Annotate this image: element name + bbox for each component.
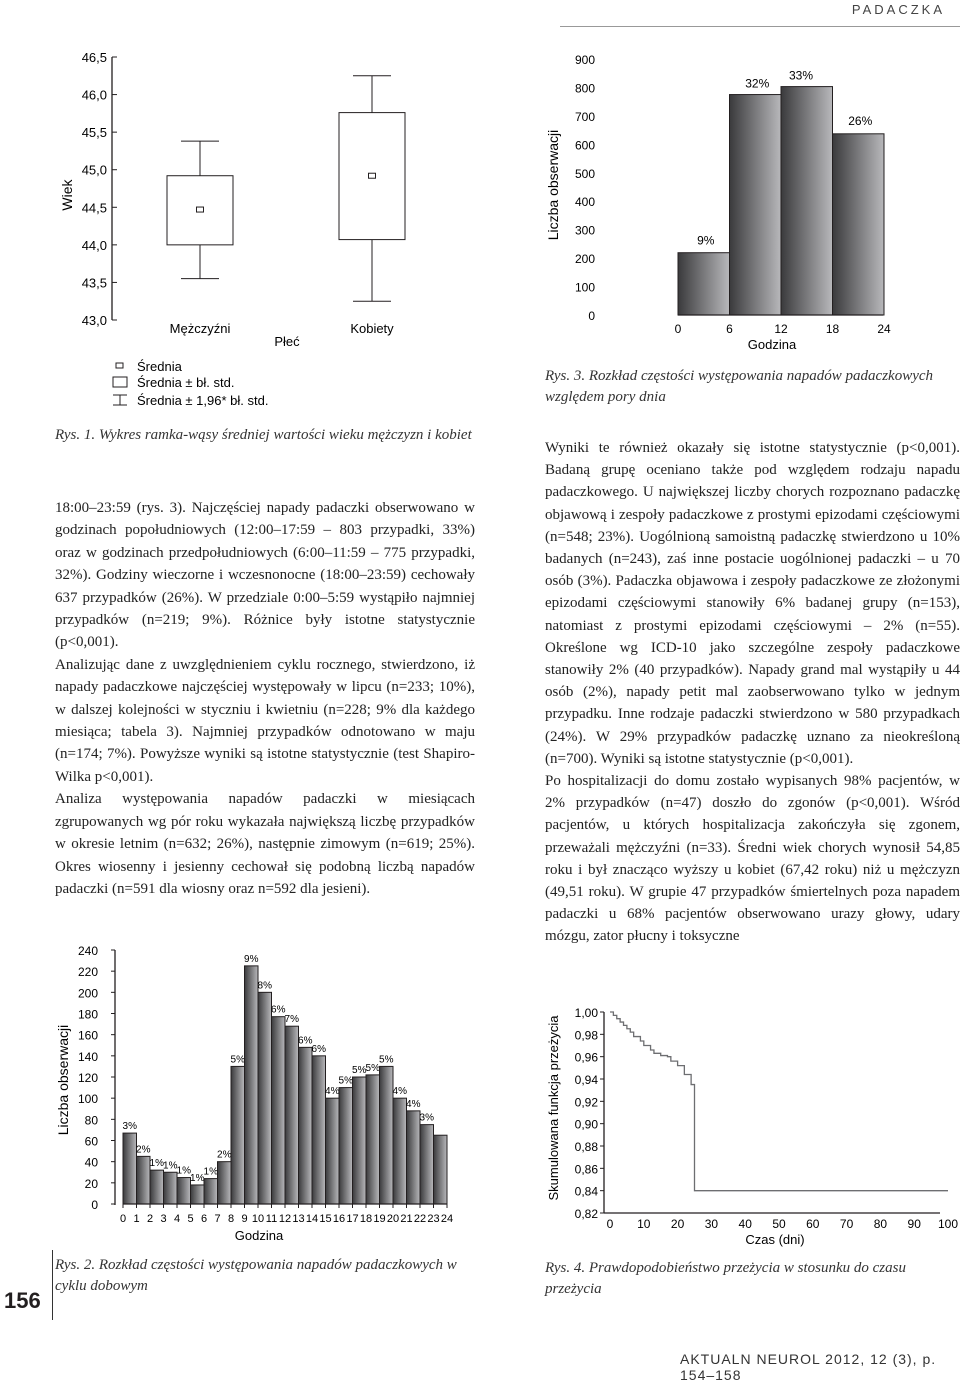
fig2-histogram [55, 940, 475, 1250]
fig1-y-axis-label: Wiek [59, 179, 75, 211]
fig2-bar [366, 1075, 380, 1204]
fig2-x-tick-label: 11 [265, 1213, 278, 1225]
fig2-y-tick-label: 40 [84, 1155, 98, 1170]
fig2-x-tick-label: 12 [278, 1213, 292, 1225]
fig4-y-tick-label: 0,84 [574, 1184, 598, 1199]
fig3-bar [678, 253, 730, 315]
body-right-paragraph: Wyniki te również okazały się istotne statystycznie (p<0,001). Badaną grupę oceniano także pod względem rodzaju napadu padaczkowego. U największej liczby chorych rozpoznano padaczkę objawową i zespoły padaczkowe z prostymi epizodami częściowymi (n=548; 23%). Uogólnioną samoistną padaczkę stwierdzono u 10% badanych (n=243), zaś inne postacie uogólnionej padaczki – u 70 osób (3%). Padaczka objawowa i zespoły padaczkowe ze złożonymi epizodami częściowymi stanowiły 6% badanej grupy (n=153), natomiast z prostymi epizodami częściowymi – 2% (n=55). Określone wg ICD-10 jako szczególne zespoły padaczkowe stanowiły 2% (40 przypadków). Napady grand mal wystąpiły u 44 osób (2%), napady petit mal zaobserwowano tylko w jednym przypadku. Inne rodzaje padaczki stwierdzono w 580 przypadkach (24%). W 29% przypadków padaczkę uznano za nieokreśloną (n=700). Wyniki są istotne statystycznie (p<0,001). [545, 440, 960, 767]
fig3-y-tick-label: 600 [574, 138, 595, 153]
fig4-x-tick-label: 90 [907, 1217, 921, 1231]
fig2-y-tick-label: 20 [84, 1176, 98, 1191]
fig4-x-tick-label: 100 [937, 1217, 959, 1231]
fig2-bar-label: 4% [406, 1098, 421, 1110]
fig2-bar [285, 1026, 299, 1204]
body-left-paragraph: Analizując dane z uwzględnieniem cyklu rocznego, stwierdzono, iż napady padaczkowe najczęściej występowały w lipcu (n=233; 10%), w dalszej kolejności w styczniu i kwietniu (n=228; 9% dla każdego miesiąca; tabela 3). Najmniej przypadków odnotowano w maju (n=174; 7%). Powyższe wyniki są istotne statystycznie (test Shapiro-Wilka p<0,001). [55, 656, 475, 785]
body-left-paragraph: Analiza występowania napadów padaczki w miesiącach zgrupowanych wg pór roku wykazała największą liczbę przypadków w okresie letnim (n=632; 26%), następnie zimowym (n=619; 25%). Okres wiosenny i jesienny cechował się podobną liczbą napadów padaczki (n=591 dla wiosny oraz n=592 dla jesieni). [55, 791, 475, 897]
fig3-y-tick-label: 200 [574, 252, 595, 267]
fig4-x-tick-label: 50 [772, 1217, 786, 1231]
fig1-boxes [167, 76, 405, 301]
fig2-x-tick-label: 7 [214, 1213, 221, 1225]
fig2-bar [339, 1088, 353, 1204]
fig3-bar-label: 32% [745, 76, 770, 91]
fig2-x-ticks [120, 1204, 453, 1225]
fig3-y-tick-label: 500 [574, 166, 595, 181]
fig2-bar [434, 1135, 448, 1204]
fig2-bar-label: 1% [176, 1165, 191, 1177]
fig2-y-tick-label: 60 [84, 1134, 98, 1149]
fig3-bar [833, 134, 885, 315]
fig2-caption: Rys. 2. Rozkład częstości występowania napadów padaczkowych w cyklu dobowym [55, 1257, 457, 1294]
fig2-bar [312, 1056, 326, 1204]
running-header: PADACZKA [851, 2, 945, 17]
fig4-y-axis-label: Skumulowana funkcja przeżycia [546, 1015, 561, 1201]
fig1-legend-ci-icon [113, 395, 127, 405]
fig2-bar-label: 6% [311, 1043, 326, 1055]
fig2-x-tick-label: 16 [332, 1213, 346, 1225]
fig2-bar [380, 1066, 394, 1204]
fig2-bar [245, 966, 259, 1204]
page-number: 156 [4, 1288, 41, 1313]
fig3-x-tick-label: 12 [774, 322, 788, 336]
fig2-x-tick-label: 9 [241, 1213, 248, 1225]
fig2-x-tick-label: 18 [359, 1213, 373, 1225]
fig4-x-ticks [607, 1217, 959, 1231]
fig2-x-tick-label: 13 [292, 1213, 305, 1225]
fig2-bar [123, 1133, 137, 1204]
fig4-caption: Rys. 4. Prawdopodobieństwo przeżycia w stosunku do czasu przeżycia [545, 1260, 906, 1297]
fig3-bar-label: 26% [848, 113, 873, 128]
fig2-y-tick-label: 200 [77, 986, 98, 1001]
fig2-bar [326, 1098, 340, 1204]
fig1-y-tick-label: 44,0 [81, 237, 107, 253]
fig2-y-tick-label: 0 [91, 1198, 98, 1212]
fig2-bar [258, 992, 272, 1204]
fig2-y-ticks [78, 944, 115, 1212]
fig4-y-tick-label: 0,98 [574, 1028, 598, 1043]
fig2-bar [164, 1172, 178, 1204]
fig2-x-tick-label: 5 [187, 1213, 194, 1225]
fig4-x-tick-label: 10 [637, 1217, 651, 1231]
fig2-bar-label: 1% [149, 1158, 164, 1170]
fig2-bar-label: 4% [325, 1086, 340, 1098]
fig4-y-tick-label: 1,00 [574, 1006, 598, 1020]
fig4-x-tick-label: 0 [606, 1217, 614, 1231]
header-rule [560, 26, 960, 27]
fig2-bar [177, 1178, 191, 1204]
fig2-x-tick-label: 19 [373, 1213, 386, 1225]
body-left-paragraph: 18:00–23:59 (rys. 3). Najczęściej napady padaczki obserwowano w godzinach popołudniowych (12:00–17:59 – 803 przypadki, 33%) oraz w godzinach przedpołudniowych (6:00–11:59 – 775 przypadki, 32%). Godziny wieczorne i wczesnonocne (18:00–23:59) cechowały 637 przypadków (26%). W przedziale 0:00–5:59 wystąpiło najmniej przypadków (n=219; 9%). Różnice były istotne statystycznie (p<0,001). [55, 500, 475, 651]
fig2-x-tick-label: 8 [227, 1213, 235, 1225]
fig2-y-axis-label: Liczba obserwacji [55, 1024, 71, 1136]
fig2-x-tick-label: 20 [386, 1213, 400, 1225]
fig4-x-tick-label: 60 [806, 1217, 820, 1231]
fig2-bar-label: 5% [352, 1065, 367, 1076]
fig2-bar [299, 1047, 313, 1204]
fig3-x-ticks [675, 322, 891, 336]
fig2-bar [150, 1170, 164, 1204]
fig4-y-tick-label: 0,96 [574, 1050, 598, 1065]
fig1-y-tick-label: 46,0 [81, 87, 107, 103]
fig2-x-tick-label: 17 [346, 1213, 359, 1225]
fig4-y-tick-label: 0,88 [574, 1140, 598, 1154]
fig2-x-tick-label: 22 [413, 1213, 427, 1225]
fig3-y-tick-label: 100 [574, 280, 595, 295]
fig2-bar-label: 8% [257, 980, 272, 992]
fig2-x-tick-label: 10 [251, 1213, 265, 1225]
fig1-caption: Rys. 1. Wykres ramka-wąsy średniej wartości wieku mężczyzn i kobiet [55, 427, 472, 443]
fig1-category-women: Kobiety [350, 321, 394, 336]
fig2-bar-label: 5% [379, 1054, 394, 1066]
fig2-bar-label: 7% [284, 1014, 299, 1026]
fig2-bar [218, 1162, 232, 1204]
fig3-bars [678, 69, 884, 315]
fig1-category-men: Mężczyźni [169, 321, 231, 336]
fig3-bar-label: 33% [788, 68, 814, 83]
fig2-bar [204, 1179, 218, 1204]
fig4-y-tick-label: 0,82 [574, 1207, 598, 1221]
fig1-legend-mean: Średnia [137, 359, 182, 374]
fig2-bar-label: 2% [136, 1144, 151, 1156]
fig2-y-tick-label: 160 [77, 1028, 98, 1043]
fig2-y-tick-label: 140 [77, 1049, 98, 1064]
fig3-bar-label: 9% [697, 233, 715, 248]
fig2-bar-label: 5% [230, 1054, 245, 1066]
fig4-y-tick-label: 0,90 [574, 1117, 598, 1132]
fig2-bar-label: 4% [392, 1086, 407, 1098]
fig1-boxplot [55, 45, 475, 415]
fig3-y-tick-label: 800 [574, 81, 595, 96]
fig2-bar-label: 5% [365, 1062, 380, 1074]
fig3-y-ticks [575, 53, 595, 323]
fig2-bar-label: 1% [190, 1172, 205, 1184]
fig2-bar [353, 1077, 367, 1204]
fig2-x-tick-label: 15 [319, 1213, 332, 1225]
fig1-y-tick-label: 46,5 [81, 50, 107, 65]
fig2-x-tick-label: 4 [173, 1213, 181, 1225]
fig2-bar-label: 3% [419, 1112, 434, 1124]
fig4-y-tick-label: 0,94 [574, 1073, 598, 1087]
fig4-y-ticks [575, 1006, 604, 1221]
page-number-rule [52, 1250, 53, 1320]
fig3-x-tick-label: 6 [726, 322, 733, 336]
fig4-x-tick-label: 30 [704, 1217, 719, 1231]
fig4-y-tick-label: 0,86 [574, 1162, 598, 1177]
fig2-bar-label: 5% [338, 1075, 353, 1087]
fig3-y-tick-label: 0 [588, 309, 595, 323]
fig4-x-tick-label: 40 [738, 1217, 752, 1231]
fig1-y-tick-label: 44,5 [81, 200, 107, 216]
fig1-x-axis-label: Płeć [274, 334, 300, 349]
fig1-legend-ci: Średnia ± 1,96* bł. std. [137, 393, 269, 408]
fig2-bar-label: 9% [244, 953, 259, 965]
fig2-x-tick-label: 23 [427, 1213, 440, 1225]
fig2-y-tick-label: 220 [77, 965, 98, 980]
fig3-caption: Rys. 3. Rozkład częstości występowania napadów padaczkowych względem pory dnia [545, 368, 934, 405]
fig2-bar-label: 6% [271, 1004, 286, 1016]
body-right-paragraph: Po hospitalizacji do domu zostało wypisanych 98% pacjentów, w 2% przypadków (n=47) doszło do zgonów (p<0,001). Wśród pacjentów, u których hospitalizacja zakończyła się zgonem, przeważali mężczyźni (n=33). Średni wiek chorych wynosił 54,85 roku i był znacząco wyższy u kobiet (67,42 roku) niż u mężczyzn (49,51 roku). W grupie 47 przypadków śmiertelnych poza napadem padaczki u 68% pacjentów obserwowano urazy głowy, udary mózgu, zator płucny i toksyczne [545, 773, 960, 945]
fig4-x-tick-label: 70 [839, 1217, 854, 1231]
fig2-bars [123, 954, 447, 1204]
fig3-bar [781, 87, 833, 315]
fig4-y-tick-label: 0,92 [574, 1095, 598, 1110]
fig4-x-tick-label: 80 [873, 1217, 888, 1231]
fig1-y-tick-label: 45,5 [81, 125, 107, 141]
fig2-x-tick-label: 2 [146, 1213, 154, 1225]
fig2-x-tick-label: 6 [200, 1213, 208, 1225]
fig2-y-tick-label: 120 [77, 1071, 98, 1085]
fig1-y-tick-label: 45,0 [81, 162, 107, 178]
fig2-x-tick-label: 24 [440, 1213, 454, 1225]
fig3-y-tick-label: 400 [574, 195, 595, 210]
fig2-bar [231, 1066, 245, 1204]
fig2-x-tick-label: 14 [305, 1213, 319, 1225]
fig2-y-tick-label: 100 [77, 1092, 98, 1107]
fig3-x-axis-label: Godzina [747, 337, 797, 352]
fig4-x-tick-label: 20 [670, 1217, 685, 1231]
fig1-mean-marker [369, 173, 376, 178]
fig2-bar-label: 1% [163, 1160, 178, 1172]
fig2-x-axis-label: Godzina [234, 1228, 284, 1243]
footer-citation: AKTUALN NEUROL 2012, 12 (3), p. 154–158 [680, 1351, 937, 1383]
fig2-x-tick-label: 21 [400, 1213, 413, 1225]
fig2-bar-label: 1% [203, 1166, 218, 1178]
fig2-bar-label: 6% [298, 1035, 313, 1047]
fig3-bar [730, 95, 782, 315]
fig3-x-tick-label: 18 [825, 322, 840, 336]
fig2-y-tick-label: 180 [77, 1007, 98, 1022]
fig2-x-tick-label: 0 [119, 1213, 127, 1225]
fig4-survival-chart [540, 1000, 960, 1250]
fig2-bar [191, 1185, 205, 1204]
fig2-x-tick-label: 3 [160, 1213, 167, 1225]
fig2-bar [407, 1111, 421, 1204]
fig3-x-tick-label: 24 [877, 322, 891, 336]
fig1-mean-marker [197, 207, 204, 212]
fig3-y-axis-label: Liczba obserwacji [545, 129, 561, 241]
fig4-survival-line [610, 1012, 948, 1191]
fig3-histogram [540, 45, 960, 355]
fig2-x-tick-label: 1 [133, 1213, 140, 1225]
fig2-bar [137, 1156, 151, 1204]
body-left-column [55, 497, 475, 900]
fig3-y-tick-label: 300 [574, 223, 595, 238]
fig2-y-tick-label: 240 [77, 944, 98, 958]
fig1-y-tick-label: 43,0 [81, 313, 107, 328]
fig2-y-tick-label: 80 [84, 1113, 98, 1128]
fig2-bar-label: 2% [217, 1149, 232, 1161]
fig1-legend-se: Średnia ± bł. std. [137, 375, 235, 390]
fig2-bar [420, 1125, 434, 1204]
fig1-legend-se-icon [113, 377, 127, 387]
fig1-legend-mean-icon [116, 363, 123, 368]
fig1-y-tick-label: 43,5 [81, 275, 107, 291]
fig4-x-axis-label: Czas (dni) [745, 1232, 805, 1247]
fig2-bar [393, 1098, 407, 1204]
fig2-bar-label: 3% [122, 1121, 137, 1133]
fig3-y-tick-label: 900 [574, 53, 595, 67]
fig3-x-tick-label: 0 [674, 322, 682, 336]
body-right-column [545, 437, 960, 948]
fig3-y-tick-label: 700 [574, 109, 595, 124]
fig2-bar [272, 1017, 286, 1204]
